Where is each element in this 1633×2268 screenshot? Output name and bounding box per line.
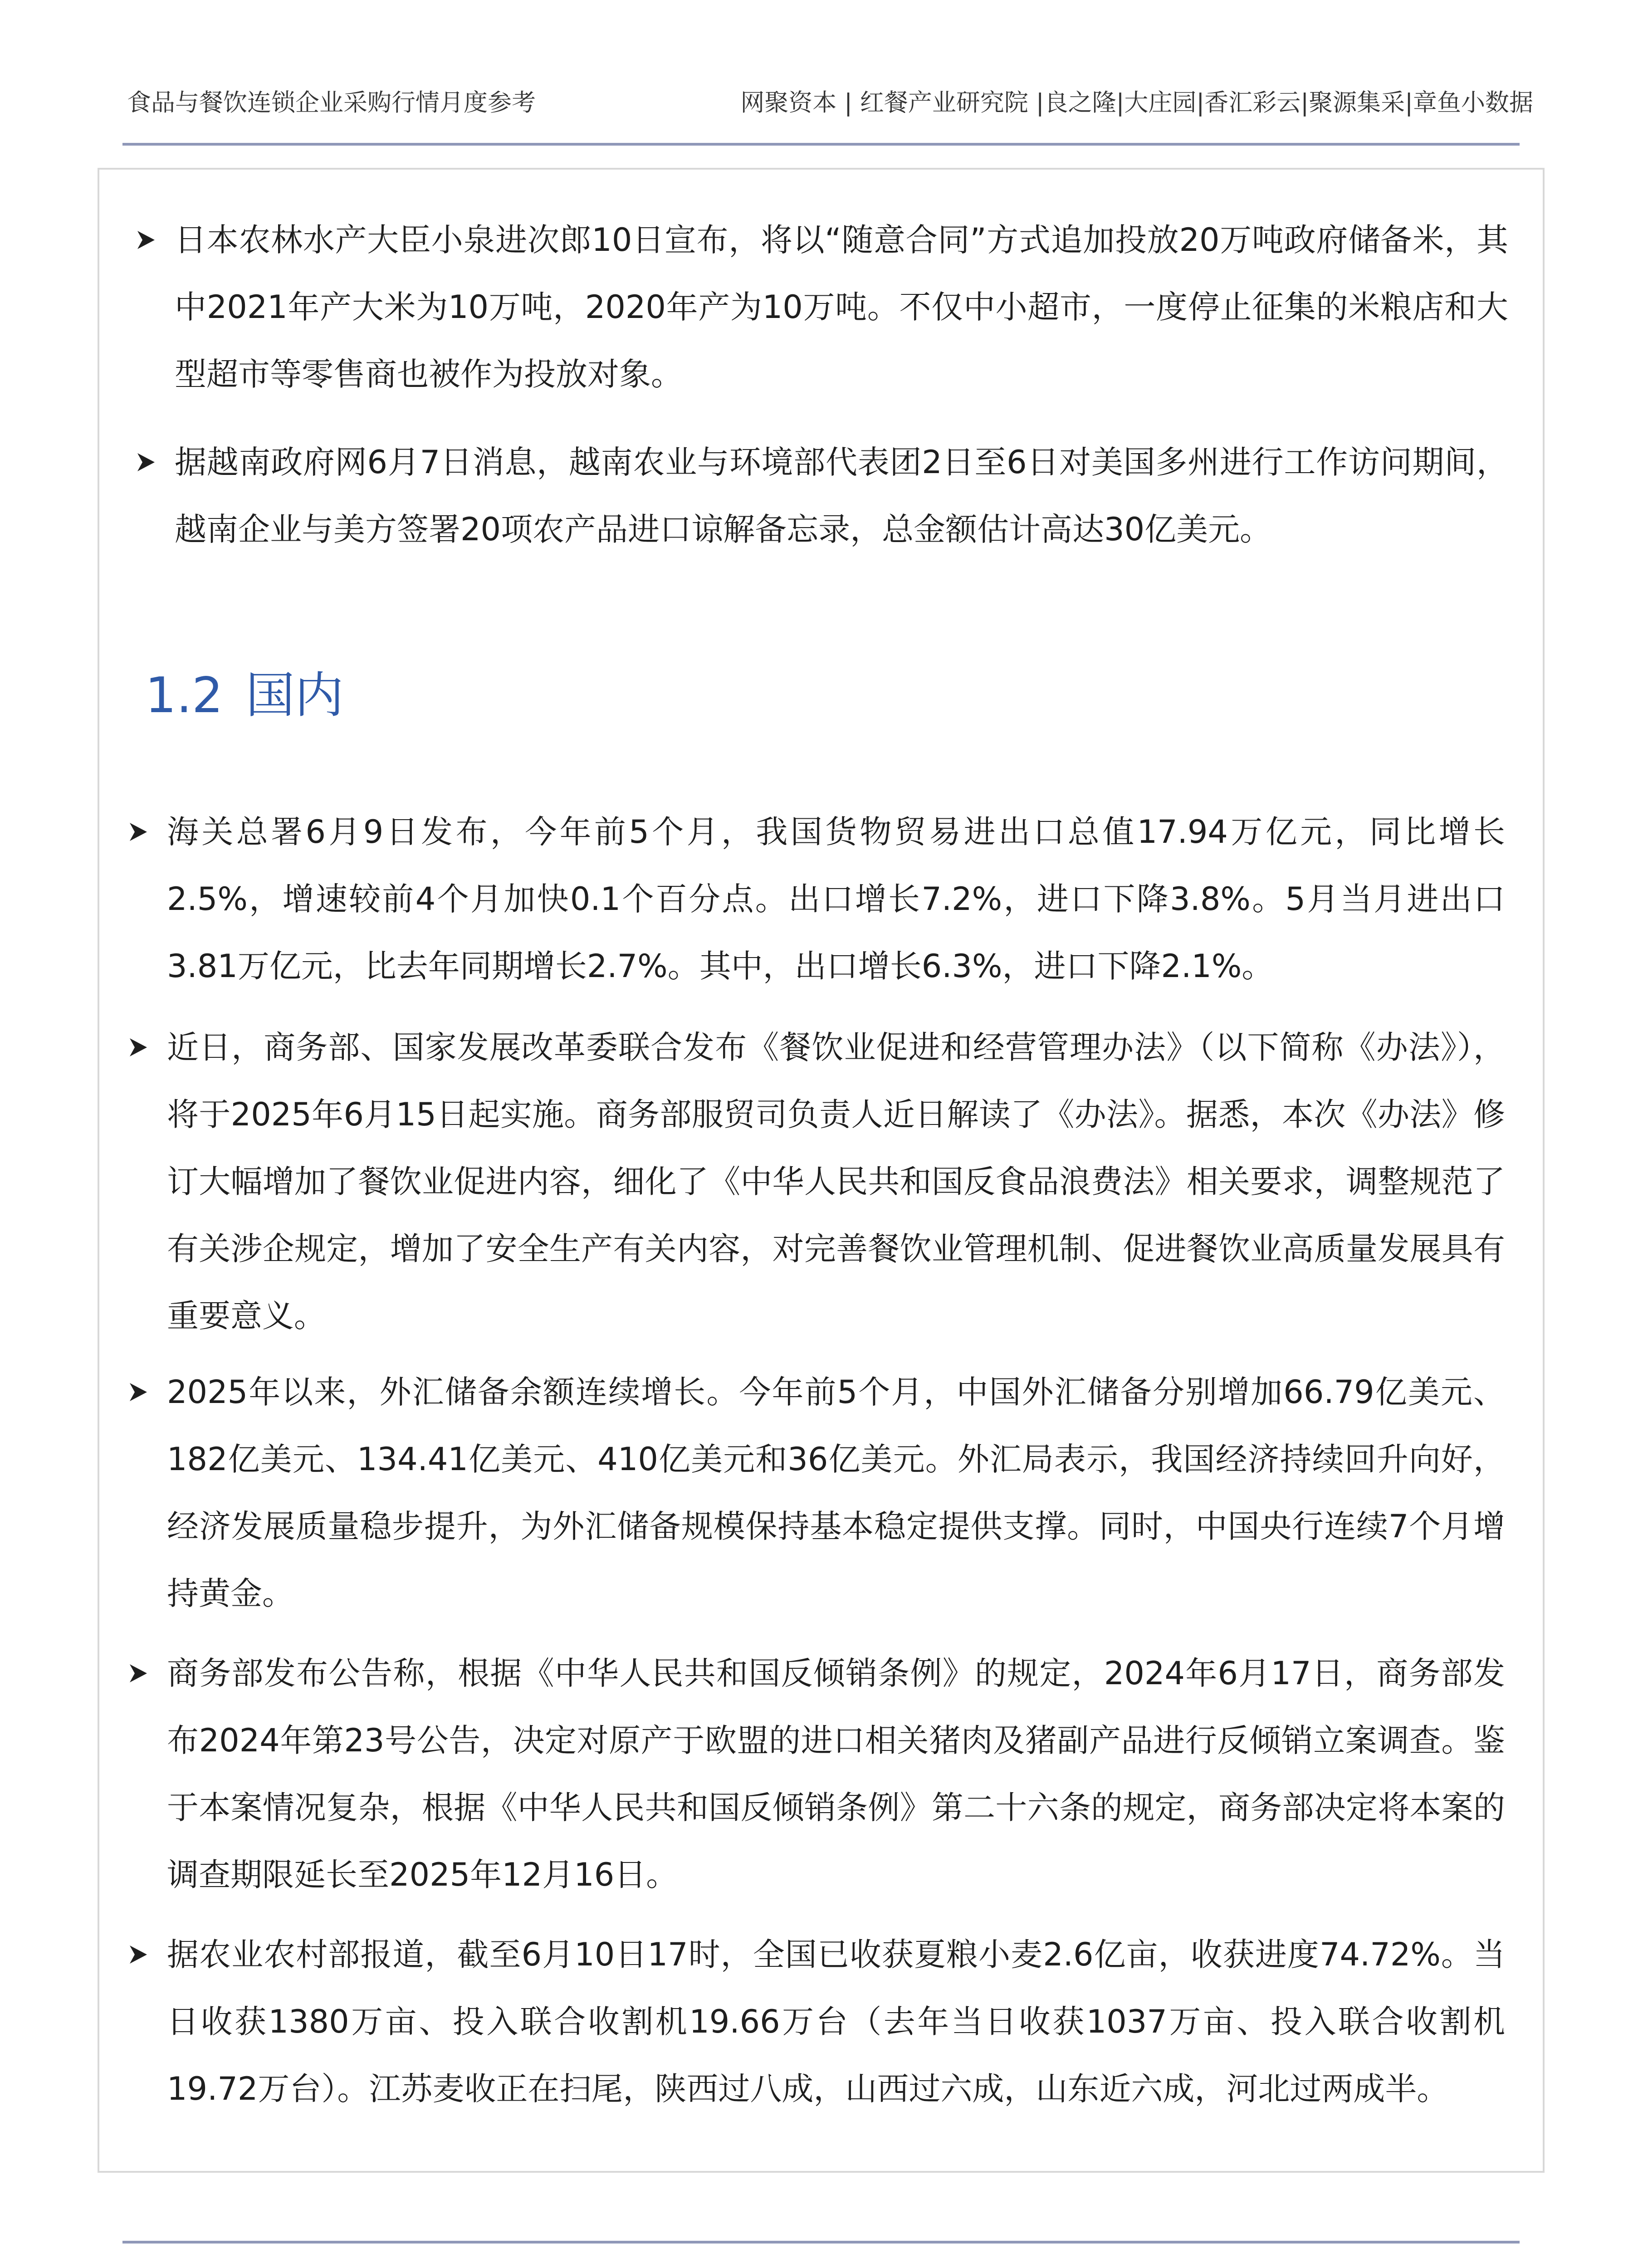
news-item <box>175 206 1508 408</box>
news-text: 海关总署6月9日发布，今年前5个月，我国货物贸易进出口总值17.94万亿元，同比增长2.5%，增速较前4个月加快0.1个百分点。出口增长7.2%，进口下降3.8%。5月当月进出口3.81万亿元，比去年同期增长2.7%。其中，出口增长6.3%，进口下降2.1%。 <box>167 813 1505 985</box>
arrow-bullet-icon <box>135 429 166 496</box>
section-heading <box>145 667 344 724</box>
news-item <box>167 1640 1505 1908</box>
arrow-bullet-icon <box>127 1921 159 1988</box>
news-text: 商务部发布公告称，根据《中华人民共和国反倾销条例》的规定，2024年6月17日，商务部发布2024年第23号公告，决定对原产于欧盟的进口相关猪肉及猪副产品进行反倾销立案调查。鉴于本案情况复杂，根据《中华人民共和国反倾销条例》第二十六条的规定，商务部决定将本案的调查期限延长至2025年12月16日。 <box>167 1655 1505 1893</box>
news-item <box>175 429 1508 563</box>
news-text: 近日，商务部、国家发展改革委联合发布《餐饮业促进和经营管理办法》（以下简称《办法》），将于2025年6月15日起实施。商务部服贸司负责人近日解读了《办法》。据悉，本次《办法》修订大幅增加了餐饮业促进内容，细化了《中华人民共和国反食品浪费法》相关要求，调整规范了有关涉企规定，增加了安全生产有关内容，对完善餐饮业管理机制、促进餐饮业高质量发展具有重要意义。 <box>167 1029 1505 1334</box>
arrow-bullet-icon <box>127 1359 159 1426</box>
news-text: 据越南政府网6月7日消息，越南农业与环境部代表团2日至6日对美国多州进行工作访问期间，越南企业与美方签署20项农产品进口谅解备忘录，总金额估计高达30亿美元。 <box>175 444 1508 548</box>
arrow-bullet-icon <box>135 206 166 274</box>
section-number: 1.2 <box>145 667 223 724</box>
publisher-list: 网聚资本 | 红餐产业研究院 |良之隆|大庄园|香汇彩云|聚源集采|章鱼小数据 <box>740 89 1533 117</box>
news-text: 2025年以来，外汇储备余额连续增长。今年前5个月，中国外汇储备分别增加66.79亿美元、182亿美元、134.41亿美元、410亿美元和36亿美元。外汇局表示，我国经济持续回升向好，经济发展质量稳步提升，为外汇储备规模保持基本稳定提供支撑。同时，中国央行连续7个月增持黄金。 <box>167 1374 1505 1612</box>
news-text: 据农业农村部报道，截至6月10日17时，全国已收获夏粮小麦2.6亿亩，收获进度74.72%。当日收获1380万亩、投入联合收割机19.66万台（去年当日收获1037万亩、投入联合收割机19.72万台）。江苏麦收正在扫尾，陕西过八成，山西过六成，山东近六成，河北过两成半。 <box>167 1936 1505 2107</box>
section-title: 国内 <box>245 667 344 724</box>
news-text: 日本农林水产大臣小泉进次郎10日宣布，将以“随意合同”方式追加投放20万吨政府储备米，其中2021年产大米为10万吨，2020年产为10万吨。不仅中小超市，一度停止征集的米粮店和大型超市等零售商也被作为投放对象。 <box>175 221 1508 393</box>
header-divider <box>122 143 1520 146</box>
news-item <box>167 798 1505 1000</box>
news-item <box>167 1359 1505 1627</box>
report-title: 食品与餐饮连锁企业采购行情月度参考 <box>127 89 536 117</box>
arrow-bullet-icon <box>127 798 159 865</box>
news-item <box>167 1921 1505 2122</box>
footer-divider <box>122 2241 1520 2244</box>
arrow-bullet-icon <box>127 1640 159 1707</box>
page-header <box>122 86 1542 136</box>
arrow-bullet-icon <box>127 1014 159 1081</box>
news-item <box>167 1014 1505 1349</box>
